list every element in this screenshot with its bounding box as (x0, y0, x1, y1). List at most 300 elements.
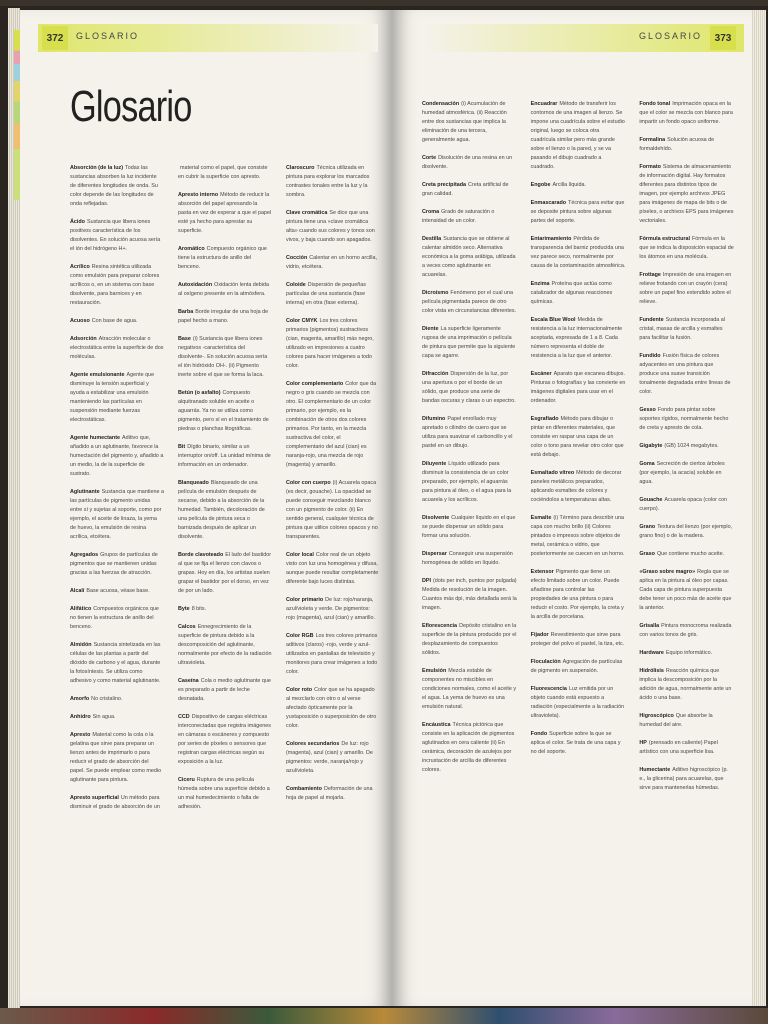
glossary-definition: Se dice que una pintura tiene una «clave cromática alta» cuando sus colores y tonos son vivos, y baja cuando son apagados. (286, 210, 375, 243)
glossary-entry (178, 623, 272, 668)
glossary-definition: Con base de agua. (91, 318, 138, 324)
glossary-entry (639, 766, 734, 793)
glossary-definition: Aditivo higroscópico (p. e., la glicerina) para acuarelas, que sirve para mantenerlas húmedas. (639, 767, 728, 791)
glossary-definition: Que contiene mucho aceite. (656, 551, 725, 557)
glossary-term: Apresto interno (178, 192, 219, 198)
glossary-term: Gouache (639, 497, 663, 503)
glossary-entry (178, 677, 272, 704)
page-number: 373 (710, 26, 736, 50)
glossary-entry (178, 335, 272, 380)
glossary-term: Ciceru (178, 777, 195, 783)
glossary-definition: Borde irregular de una hoja de papel hecho a mano. (178, 309, 269, 324)
glossary-term: Color con cuerpo (286, 480, 331, 486)
glossary-entry (531, 280, 626, 307)
glossary-term: Color complementario (286, 381, 344, 387)
glossary-entry (639, 316, 734, 343)
glossary-definition: Conseguir una suspensión homogénea de sólido en líquido. (422, 551, 513, 566)
glossary-definition: Un método para disminuir el grado de absorción de un (70, 795, 160, 810)
glossary-entry (70, 335, 164, 362)
glossary-entry (639, 163, 734, 226)
glossary-term: Diluyente (422, 461, 447, 467)
glossary-entry (639, 271, 734, 307)
glossary-term: Bit (178, 444, 186, 450)
glossary-term: Emulsión (422, 668, 447, 674)
glossary-definition: Método de reducir la absorción del papel apresando la pasta en vez de esperar a que el papel esté ya hecho para aprestar su superficie. (178, 192, 272, 234)
glossary-definition: Técnica para evitar que se deposite pintura sobre algunas partes del soporte. (530, 200, 625, 224)
glossary-term: Acrílico (70, 264, 90, 270)
glossary-entry (286, 596, 380, 623)
glossary-term: Hidrólisis (639, 668, 664, 674)
glossary-entry (70, 794, 164, 812)
glossary-term: Dicroísmo (422, 290, 449, 296)
glossary-entry (531, 235, 626, 271)
glossary-entry (178, 245, 272, 272)
glossary-term: Entarimamiento (530, 236, 572, 242)
glossary-entry (639, 568, 734, 613)
left-page (20, 10, 392, 1006)
glossary-definition: Grupos de partículas de pigmentos que se mantienen unidas gracias a las fuerzas de atracción. (70, 552, 158, 576)
glossary-term: Condensación (422, 101, 460, 107)
glossary-term: Escala Blue Wool (530, 317, 576, 323)
glossary-term: Fondo tonal (639, 101, 671, 107)
glossary-definition: Agregación de partículas de pigmento en suspensión. (530, 659, 623, 674)
glossary-entry (70, 488, 164, 542)
glossary-term: Difracción (422, 371, 449, 377)
glossary-entry (286, 479, 380, 542)
glossary-term: Agente humectante (70, 435, 121, 441)
glossary-term: Engobe (530, 182, 551, 188)
glossary-definition: Fenómeno por el cual una película pigmentada parece de otro color vista en circunstancias diferentes. (422, 290, 517, 314)
glossary-definition: Pintura monocroma realizada con varios tonos de gris. (639, 623, 732, 638)
glossary-definition: Sustancia que se obtiene al calentar almidón seco. Alternativa económica a la goma arábiga, utilizada a veces como aglutinante en acuarelas. (422, 236, 516, 278)
glossary-definition: Impresión de una imagen en relieve frotando con un crayón (cera) sobre un papel fino extendido sobre el relieve. (639, 272, 732, 305)
glossary-entry (639, 649, 734, 658)
glossary-definition: Textura del lienzo (por ejemplo, grano fino) o de la madera. (639, 524, 733, 539)
glossary-definition: (i) Sustancia que libera iones negativos -característica del disolvente-. En solución acuosa sería el ión hidróxido OH-. (ii) Pigmento inerte sobre el que se forma la laca. (178, 336, 268, 378)
glossary-term: Agente emulsionante (70, 372, 125, 378)
glossary-entry (178, 713, 272, 767)
glossary-entry (178, 308, 272, 326)
glossary-term: Formato (639, 164, 661, 170)
glossary-term: Creta precipitada (422, 182, 467, 188)
glossary-column (639, 100, 734, 802)
glossary-definition: Todas las sustancias absorben la luz incidente de diferentes longitudes de onda. Su color depende de las longitudes de onda reflejadas. (70, 165, 158, 207)
glossary-entry (286, 317, 380, 371)
glossary-definition: Cola o medio aglutinante que es preparado a partir de leche desnatada. (178, 678, 271, 702)
glossary-definition: Color que se ha apagado al mezclarlo con otro o al verse afectado ópticamente por la yuxtaposición o superposición de otro color. (286, 687, 377, 729)
glossary-entry (531, 685, 626, 721)
glossary-term: Esmalte (530, 515, 552, 521)
glossary-entry (70, 695, 164, 704)
glossary-entry (422, 100, 517, 145)
glossary-entry (286, 254, 380, 272)
glossary-definition: Aparato que escanea dibujos. Pinturas o fotografías y las convierte en imágenes digitales para usar en el ordenador. (530, 371, 626, 404)
glossary-term: Gesso (639, 407, 656, 413)
glossary-entry (286, 551, 380, 587)
glossary-definition: Reacción química que implica la descomposición por la adición de agua, normalmente ante un ácido o una base. (639, 668, 732, 701)
glossary-term: CCD (178, 714, 190, 720)
glossary-column (422, 100, 517, 802)
glossary-entry (531, 181, 626, 190)
glossary-columns (70, 164, 380, 821)
glossary-entry (422, 154, 517, 172)
glossary-term: Alcalí (70, 588, 85, 594)
glossary-definition: El lado del bastidor al que se fija el lienzo con clavos o grapas. Hoy en día, los artistas suelen grapar el bastidor por el dorso, en vez de por un lado. (178, 552, 272, 594)
glossary-entry (422, 370, 517, 406)
glossary-term: Byte (178, 606, 190, 612)
glossary-definition: Pérdida de transparencia del barniz producida una vez parece seco, normalmente por causa de la contaminación atmosférica. (530, 236, 626, 269)
glossary-entry (422, 235, 517, 280)
glossary-term: Destilla (422, 236, 442, 242)
glossary-entry (286, 632, 380, 677)
glossary-definition: Papel enrollado muy apretado o cilindro de cuero que se utiliza para suavizar el carboncillo y el pastel en un dibujo. (422, 416, 513, 449)
glossary-term: Fórmula estructural (639, 236, 690, 242)
glossary-entry (422, 415, 517, 451)
glossary-definition: Cualquier líquido en el que se puede dispersar un sólido para formar una solución. (422, 515, 516, 539)
glossary-term: Humectante (639, 767, 671, 773)
glossary-definition: Ruptura de una película húmeda sobre una superficie debido a un mal humedecimiento o falta de adhesión. (178, 777, 270, 810)
glossary-entry (286, 380, 380, 470)
section-label: GLOSARIO (638, 31, 702, 41)
glossary-entry (639, 622, 734, 640)
glossary-entry (531, 316, 626, 361)
book-bottom-edge (0, 1008, 768, 1024)
glossary-definition: Los tres colores primarios aditivos (claros) -rojo, verde y azul- utilizados en pantallas de televisión y monitores para crear imágenes a todo color. (286, 633, 378, 675)
glossary-entry (178, 389, 272, 434)
glossary-term: Anhidro (70, 714, 91, 720)
glossary-term: Apresto (70, 732, 91, 738)
glossary-term: Absorción (de la luz) (70, 165, 124, 171)
glossary-term: HP (639, 740, 647, 746)
glossary-definition: Luz emitida por un objeto cuando está expuesto a radiación (especialmente a la radiación ultravioleta). (530, 686, 625, 719)
glossary-term: Floculación (530, 659, 561, 665)
glossary-definition: Sin agua. (92, 714, 116, 720)
glossary-definition: (i) Acumulación de humedad atmosférica. (ii) Reacción entre dos sustancias que implica la eliminación de una tercera, generalmente agua. (422, 101, 507, 143)
glossary-term: Disolvente (422, 515, 450, 521)
glossary-term: Acuoso (70, 318, 90, 324)
glossary-definition: Fusión física de colores adyacentes en una pintura que produce una suave transición tonalmente degradada entre líneas de color. (639, 353, 731, 395)
glossary-definition: Sustancia sintetizada en las células de las plantas a partir del dióxido de carbono y el agua, durante la fotosíntesis. Se utiliza como adhesivo y como material aglutinante. (70, 642, 161, 684)
glossary-entry (422, 622, 517, 658)
glossary-definition: Dispersión de la luz, por una apertura o por el borde de un sólido, que produce una serie de bandas oscuras y claras o un espectro. (422, 371, 516, 404)
glossary-column (178, 164, 272, 821)
glossary-entry (531, 415, 626, 460)
glossary-entry (422, 721, 517, 775)
glossary-definition: Solución acuosa de formaldehído. (639, 137, 715, 152)
glossary-definition: Dispersión de pequeñas partículas de una sustancia (fase interna) en otra (fase externa). (286, 282, 366, 306)
glossary-entry (422, 514, 517, 541)
glossary-term: Aromático (178, 246, 205, 252)
glossary-entry (178, 479, 272, 542)
glossary-entry (531, 631, 626, 649)
glossary-entry (531, 568, 626, 622)
glossary-term: Graso (639, 551, 655, 557)
glossary-definition: Sistema de almacenamiento de información digital. Hay formatos diferentes para distintos tipos de imagen, por ejemplo archivos JPEG para imágenes de mapa de bits o de píxeles, o archivos EPS para imágenes vectoriales. (639, 164, 734, 224)
glossary-definition: Blanqueado de una película de emulsión después de secarse, debido a la absorción de la humedad. También, decoloración de una película de pintura seca o barnizada después de aplicar un disolvente. (178, 480, 265, 540)
glossary-term: DPI (422, 578, 431, 584)
glossary-entry (639, 442, 734, 451)
glossary-entry (422, 460, 517, 505)
glossary-term: Grisalla (639, 623, 660, 629)
glossary-definition: Imprimación opaca en la que el color se mezcla con blanco para impartir un fondo opaco uniforme. (639, 101, 733, 125)
glossary-term: Color CMYK (286, 318, 318, 324)
glossary-definition: Que absorbe la humedad del aire. (639, 713, 713, 728)
glossary-term: Almidón (70, 642, 92, 648)
glossary-definition: Técnica pictórica que consiste en la aplicación de pigmentos aglutinados en cera caliente (ii) En cerámica, decoración de azulejos por incrustación de arcilla de diferentes colores. (422, 722, 515, 773)
glossary-entry (639, 460, 734, 487)
glossary-definition: 8 bits. (191, 606, 207, 612)
glossary-entry (286, 686, 380, 731)
glossary-definition: (dots per inch, puntos por pulgada) Medida de resolución de la imagen. Cuantos más dpi, más detallada será la imagen. (422, 578, 517, 611)
glossary-definition: Compuestos orgánicos que no tienen la estructura de anillo del benceno. (70, 606, 159, 630)
glossary-entry (422, 208, 517, 226)
glossary-term: Difumino (422, 416, 446, 422)
glossary-entry (178, 551, 272, 596)
glossary-definition: Revestimiento que sirve para proteger del polvo el pastel, la tiza, etc. (530, 632, 625, 647)
glossary-term: Base (178, 336, 191, 342)
glossary-definition: Método de transferir los contornos de una imagen al lienzo. Se impone una cuadrícula sobre el estudio original, luego se coloca otra cuadrícula similar pero más grande sobre el lienzo o la pared, y se va pasando el dibujo cuadrado a cuadrado. (530, 101, 625, 170)
glossary-term: Esmaltado vítreo (530, 470, 575, 476)
glossary-entry (422, 577, 517, 613)
glossary-term: Borde clavoteado (178, 552, 224, 558)
glossary-term: Fluorescencia (530, 686, 567, 692)
glossary-definition: Ennegrecimiento de la superficie de pintura debido a la descomposición del aglutinante, normalmente por efecto de la radiación ultravioleta. (178, 624, 272, 666)
glossary-term: Fundente (639, 317, 664, 323)
glossary-definition: Superficie sobre la que se aplica el color. Se trata de una capa y no del soporte. (530, 731, 621, 755)
glossary-term: Barba (178, 309, 194, 315)
glossary-entry (531, 100, 626, 172)
glossary-definition: Regla que se aplica en la pintura al óleo por capas. Cada capa de pintura superpuesta debe tener un poco más de aceite que la anterior. (639, 569, 732, 611)
glossary-entry (70, 713, 164, 722)
glossary-definition: Sustancia incorporada al cristal, masas de arcilla y esmaltes para facilitar la fusión. (639, 317, 725, 341)
glossary-entry (178, 443, 272, 470)
glossary-definition: Base acuosa, véase base. (86, 588, 150, 594)
glossary-entry (70, 641, 164, 686)
glossary-term: Encáustica (422, 722, 451, 728)
glossary-entry (286, 164, 380, 200)
glossary-term: Frottage (639, 272, 661, 278)
glossary-entry (70, 434, 164, 479)
glossary-term: Encuadrar (530, 101, 558, 107)
glossary-column (286, 164, 380, 821)
glossary-entry (531, 469, 626, 505)
glossary-entry (178, 281, 272, 299)
glossary-definition: material como el papel, que consiste en cubrir la superficie con apresto. (178, 165, 268, 180)
glossary-term: Blanqueado (178, 480, 209, 486)
glossary-term: Fundido (639, 353, 661, 359)
glossary-definition: Arcilla líquida. (552, 182, 586, 188)
glossary-definition: De luz: rojo (magenta), azul (cian) y amarillo. De pigmentos: verde, naranja/rojo y azul/violeta. (286, 741, 373, 774)
glossary-entry (70, 605, 164, 632)
glossary-term: Caseína (178, 678, 199, 684)
glossary-definition: Acuarela opaca (color con cuerpo). (639, 497, 728, 512)
glossary-definition: Material como la cola o la gelatina que sirve para preparar un lienzo antes de imprimarlo o para reducir el grado de absorción del papel. Se puede emplear como medio aglutinante para pintura. (70, 732, 162, 783)
glossary-term: Amorfo (70, 696, 90, 702)
glossary-term: Higroscópico (639, 713, 674, 719)
glossary-entry (639, 406, 734, 433)
glossary-definition: Proteína que actúa como catalizador de algunas reacciones químicas. (530, 281, 613, 305)
glossary-term: «Graso sobre magro» (639, 569, 696, 575)
glossary-definition: No cristalino. (91, 696, 123, 702)
glossary-term: Goma (639, 461, 655, 467)
glossary-entry (639, 712, 734, 730)
glossary-definition: Los tres colores primarios (pigmentos) sustractivos (cian, magenta, amarillo) más negro, utilizado en impresiones a cuatro colores para hacer imágenes a todo color. (286, 318, 374, 369)
glossary-term: Corte (422, 155, 437, 161)
glossary-term: Agregados (70, 552, 99, 558)
glossary-definition: Compuesto alquitranado soluble en aceite o aguarrás. Ya no se utiliza como pigmento, pero sí en el tratamiento de piedras o planchas litográficas. (178, 390, 269, 432)
glossary-definition: Líquido utilizado para disminuir la consistencia de un color preparado, por ejemplo, el aguarrás para pintura al óleo, o el agua para la acuarela y los acrílicos. (422, 461, 512, 503)
glossary-term: Calcos (178, 624, 196, 630)
page-title: Glosario (70, 82, 192, 131)
glossary-definition: Calentar en un horno arcilla, vidrio, etcétera. (286, 255, 377, 270)
glossary-term: Aglutinante (70, 489, 100, 495)
glossary-term: Color RGB (286, 633, 314, 639)
glossary-term: Dispersar (422, 551, 447, 557)
glossary-entry (531, 370, 626, 406)
glossary-entry (70, 164, 164, 209)
glossary-definition: Depósito cristalino en la superficie de la pintura producido por el desplazamiento de compuestos sólidos. (422, 623, 517, 656)
glossary-entry (178, 605, 272, 614)
glossary-definition: Atracción molecular o electrostática entre la superficie de dos moléculas. (70, 336, 164, 360)
glossary-definition: Fórmula en la que se indica la disposición espacial de los átomos en una molécula. (639, 236, 734, 260)
glossary-term: Betún (o asfalto) (178, 390, 221, 396)
glossary-term: Enzima (530, 281, 550, 287)
glossary-entry (422, 550, 517, 568)
glossary-entry (639, 550, 734, 559)
glossary-term: Coloide (286, 282, 306, 288)
glossary-entry (422, 181, 517, 199)
glossary-term: Apresto superficial (70, 795, 119, 801)
glossary-term: Fijador (530, 632, 549, 638)
glossary-term: Combamiento (286, 786, 322, 792)
glossary-definition: Pigmento que tiene un efecto limitado sobre un color. Puede añadirse para controlar las propiedades de una pintura o para reducir el costo. Por ejemplo, la creta y la arcilla de porcelana. (530, 569, 624, 620)
glossary-term: Autoxidación (178, 282, 213, 288)
glossary-definition: (GB) 1024 megabytes. (664, 443, 719, 449)
glossary-definition: Secreción de ciertos árboles (por ejemplo, la acacia) soluble en agua. (639, 461, 725, 485)
glossary-definition: Resina sintética utilizada como emulsión para preparar colores acrílicos o, en un sistema con base disolvente, para barnices y en restauración. (70, 264, 160, 306)
glossary-definition: Aditivo que, añadido a un aglutinante, favorece la humectación del pigmento y, añadido a un medio, la de la superficie de sustrato. (70, 435, 164, 477)
glossary-term: Colores secundarios (286, 741, 340, 747)
glossary-entry (286, 785, 380, 803)
glossary-entry (639, 739, 734, 757)
glossary-definition: Deformación de una hoja de papel al mojarla. (286, 786, 373, 801)
glossary-entry (286, 740, 380, 776)
glossary-definition: De luz: rojo/naranja, azul/violeta y verde. De pigmentos: rojo (magenta), azul (cian) y amarillo. (286, 597, 375, 621)
glossary-definition: Disolución de una resina en un disolvente. (422, 155, 513, 170)
glossary-term: Clave cromática (286, 210, 328, 216)
glossary-definition: Sustancia que libera iones positivos característica de los disolventes. En solución acuosa sería el ión del hidrógeno H+. (70, 219, 161, 252)
glossary-entry (286, 209, 380, 245)
glossary-term: Color primario (286, 597, 324, 603)
glossary-definition: Método de decorar paneles metálicos preparados, aplicando esmaltes de colores y cociéndolos a temperaturas altas. (530, 470, 622, 503)
glossary-term: Claroscuro (286, 165, 315, 171)
glossary-term: Alifático (70, 606, 92, 612)
glossary-term: Enmascarado (530, 200, 567, 206)
glossary-entry (639, 136, 734, 154)
glossary-entry (70, 263, 164, 308)
glossary-entry (639, 523, 734, 541)
glossary-term: Diente (422, 326, 439, 332)
glossary-definition: Mezcla estable de componentes no miscibles en condiciones normales, como el aceite y el agua. La yema de huevo es una emulsión natural. (422, 668, 517, 710)
glossary-definition: Medida de resistencia a la luz internacionalmente aceptada, expresada de 1 a 8. Cada número representa el doble de resistencia a la luz que el anterior. (530, 317, 623, 359)
glossary-definition: Sustancia que mantiene a las partículas de pigmento unidas entre sí y sujetas al soporte, como por ejemplo, el aceite de linaza, la yema de huevo, la emulsión de resina acrílica, etcétera. (70, 489, 164, 540)
glossary-term: Grano (639, 524, 656, 530)
glossary-entry (178, 164, 272, 182)
glossary-definition: Color que da negro o gris cuando se mezcla con otro. El complementario de un color primario, por ejemplo, es la combinación de otros dos colores primarios. Por tanto, en la mezcla sustractiva del color, el complementario del azul (cian) es naranja-rojo, una mezcla de rojo (magenta) y amarillo. (286, 381, 377, 468)
glossary-definition: Compuesto orgánico que tiene la estructura de anillo del benceno. (178, 246, 267, 270)
glossary-entry (70, 317, 164, 326)
glossary-entry (422, 289, 517, 316)
page-number: 372 (42, 26, 68, 50)
glossary-entry (639, 496, 734, 514)
glossary-definition: (i) Término para describir una capa con mucho brillo (ii) Colores pintados o impresos sobre objetos de metal, cerámica o vidrio, que posteriormente se cuecen en un horno. (530, 515, 625, 557)
glossary-term: Esgrafiado (530, 416, 559, 422)
glossary-term: Hardware (639, 650, 664, 656)
glossary-entry (422, 667, 517, 712)
glossary-entry (639, 667, 734, 703)
page-stack-right (752, 10, 766, 1006)
glossary-definition: Equipo informático. (665, 650, 713, 656)
glossary-entry (531, 658, 626, 676)
glossary-term: Fondo (530, 731, 548, 737)
glossary-entry (70, 731, 164, 785)
glossary-term: Escáner (530, 371, 552, 377)
glossary-entry (422, 325, 517, 361)
glossary-entry (639, 235, 734, 262)
glossary-entry (531, 199, 626, 226)
glossary-term: Cocción (286, 255, 308, 261)
glossary-entry (531, 730, 626, 757)
glossary-columns (422, 100, 734, 802)
section-label: GLOSARIO (76, 31, 140, 41)
glossary-term: Formalina (639, 137, 666, 143)
glossary-term: Gigabyte (639, 443, 663, 449)
glossary-entry (639, 352, 734, 397)
glossary-entry (70, 371, 164, 425)
glossary-term: Color roto (286, 687, 313, 693)
glossary-definition: Color real de un objeto visto con luz una homogénea y difusa, aunque puede resultar completamente diferente bajo luces distintas. (286, 552, 379, 585)
glossary-definition: (i) Acuarela opaca (es decir, gouache). La opacidad se puede conseguir mezclando blanco con un pigmento de color. (ii) En sentido general, cualquier técnica de pintura que utilice colores opacos y no transparentes. (286, 480, 378, 540)
glossary-definition: Dígito binario, similar a un interruptor on/off. La unidad mínima de información en un ordenador. (178, 444, 271, 468)
glossary-term: Adsorción (70, 336, 97, 342)
glossary-entry (639, 100, 734, 127)
glossary-entry (70, 218, 164, 254)
glossary-entry (178, 191, 272, 236)
glossary-term: Extensor (530, 569, 554, 575)
glossary-definition: La superficie ligeramente rugosa de una imprimación o película de pintura que permite que la siguiente capa se agarre. (422, 326, 516, 359)
glossary-term: Croma (422, 209, 440, 215)
glossary-entry (70, 587, 164, 596)
glossary-entry (178, 776, 272, 812)
glossary-term: Eflorescencia (422, 623, 458, 629)
glossary-definition: (prensado en caliente) Papel artístico con una superficie lisa. (639, 740, 718, 755)
glossary-column (70, 164, 164, 821)
book-top-edge (0, 0, 768, 6)
glossary-entry (70, 551, 164, 578)
glossary-definition: Fondo para pintar sobre soportes rígidos, normalmente hecho de creta y apresto de cola. (639, 407, 729, 431)
glossary-definition: Agente que disminuye la tensión superficial y ayuda a estabilizar una emulsión manteniendo las partículas en suspensión mediante fuerzas electrostáticas. (70, 372, 155, 423)
glossary-definition: Creta artificial de gran calidad. (422, 182, 509, 197)
glossary-entry (286, 281, 380, 308)
glossary-term: Ácido (70, 219, 85, 225)
glossary-definition: Técnica utilizada en pintura para explorar los marcados contrastes tonales entre la luz y la sombra. (286, 165, 370, 198)
right-page (392, 10, 754, 1006)
glossary-definition: Oxidación lenta debida al oxígeno presente en la atmósfera. (178, 282, 269, 297)
glossary-definition: Grado de saturación o intensidad de un color. (422, 209, 495, 224)
glossary-column (531, 100, 626, 802)
glossary-entry (531, 514, 626, 559)
glossary-term: Color local (286, 552, 314, 558)
